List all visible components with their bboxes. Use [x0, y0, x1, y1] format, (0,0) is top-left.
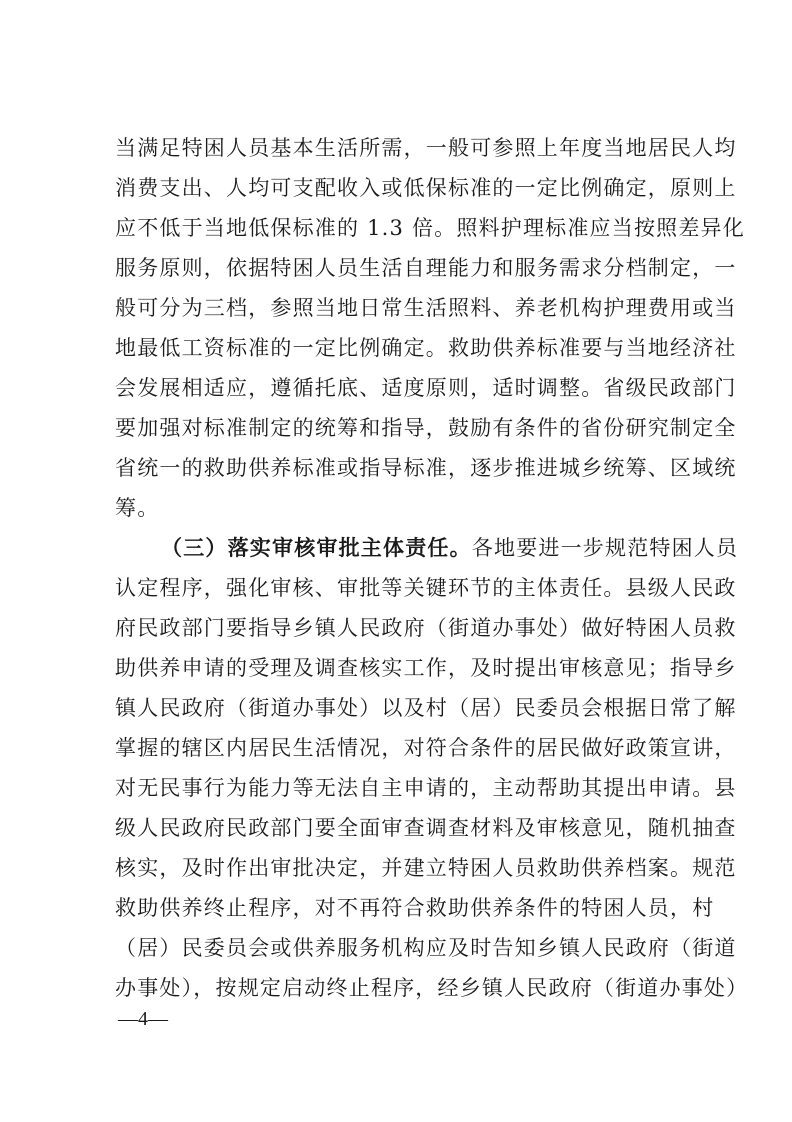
- text-line: 镇人民政府（街道办事处）以及村（居）民委员会根据日常了解: [115, 696, 737, 720]
- section-heading: （三）落实审核审批主体责任。: [161, 535, 472, 560]
- section-first-line: [115, 528, 739, 568]
- text-line: 消费支出、人均可支配收入或低保标准的一定比例确定，原则上: [115, 176, 737, 200]
- text-line: 核实，及时作出审批决定，并建立特困人员救助供养档案。规范: [115, 856, 737, 880]
- text-line: 要加强对标准制定的统筹和指导，鼓励有条件的省份研究制定全: [115, 416, 737, 440]
- text-line: 掌握的辖区内居民生活情况，对符合条件的居民做好政策宣讲，: [115, 736, 737, 760]
- text-line: 府民政部门要指导乡镇人民政府（街道办事处）做好特困人员救: [115, 616, 737, 640]
- body-text: [115, 128, 749, 1008]
- text-line: 应不低于当地低保标准的 1.3 倍。照料护理标准应当按照差异化: [115, 216, 745, 240]
- text-line: 办事处），按规定启动终止程序，经乡镇人民政府（街道办事处）: [115, 976, 749, 1000]
- text-line: 服务原则，依据特困人员生活自理能力和服务需求分档制定，一: [115, 256, 737, 280]
- text-line: 对无民事行为能力等无法自主申请的，主动帮助其提出申请。县: [115, 776, 737, 800]
- text-line: 级人民政府民政部门要全面审查调查材料及审核意见，随机抽查: [115, 816, 737, 840]
- text-line: 省统一的救助供养标准或指导标准，逐步推进城乡统筹、区域统: [115, 456, 737, 480]
- text-line: 会发展相适应，遵循托底、适度原则，适时调整。省级民政部门: [115, 376, 737, 400]
- text-line: 助供养申请的受理及调查核实工作，及时提出审核意见；指导乡: [115, 656, 737, 680]
- text-line: 当满足特困人员基本生活所需，一般可参照上年度当地居民人均: [115, 136, 737, 160]
- page-number: —4—: [118, 1008, 168, 1030]
- text-line: 地最低工资标准的一定比例确定。救助供养标准要与当地经济社: [115, 336, 737, 360]
- text-line: 筹。: [115, 496, 160, 520]
- text-line: （居）民委员会或供养服务机构应及时告知乡镇人民政府（街道: [115, 936, 737, 960]
- text-line: 般可分为三档，参照当地日常生活照料、养老机构护理费用或当: [115, 296, 737, 320]
- section-first-line-rest: 各地要进一步规范特困人员: [471, 536, 739, 560]
- text-line: 认定程序，强化审核、审批等关键环节的主体责任。县级人民政: [115, 576, 737, 600]
- text-line: 救助供养终止程序，对不再符合救助供养条件的特困人员，村: [115, 896, 715, 920]
